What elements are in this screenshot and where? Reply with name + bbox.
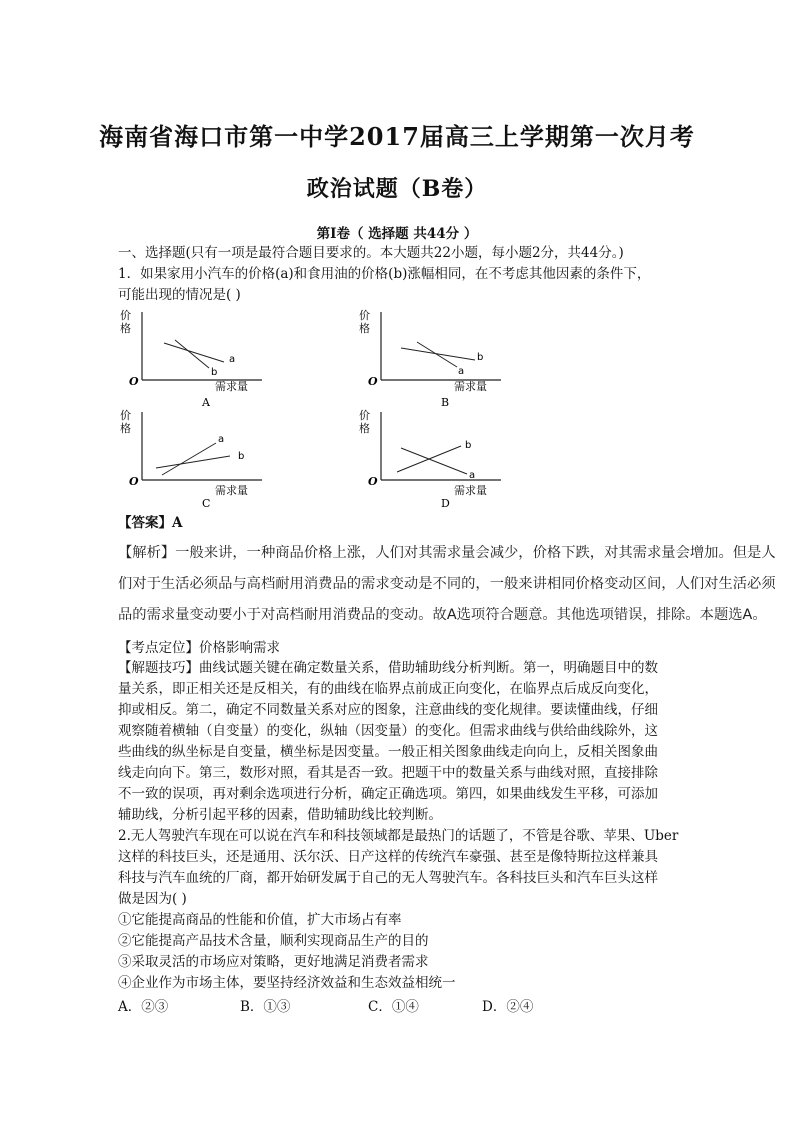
graph-c-letter: C [202, 497, 211, 508]
q2-item: ①它能提高商品的性能和价值，扩大市场占有率 [118, 912, 402, 928]
q1-tips-line: 线走向向下。第三，数形对照，看其是否一致。把题干中的数量关系与曲线对照，直接排除 [118, 765, 658, 781]
graph-b [357, 308, 517, 408]
graph-a-y-label-2: 格 [120, 322, 131, 335]
q1-kaodian: 【考点定位】价格影响需求 [118, 640, 280, 656]
q2-stem-line: 做是因为( ) [118, 891, 187, 907]
graph-c-y-label-1: 价 [120, 409, 131, 422]
graph-b-y-label-1: 价 [359, 309, 370, 322]
q1-analysis-line2: 们对于生活必须品与高档耐用消费品的需求变动是不同的，一般来讲相同价格变动区间，人们对生活必须 [118, 576, 776, 592]
graph-b-letter: B [441, 396, 450, 408]
q1-tips-line: 抑或相反。第二，确定不同数量关系对应的图象，注意曲线的变化规律。要读懂曲线，仔细 [118, 702, 658, 718]
graph-d-y-label-2: 格 [359, 422, 370, 435]
q1-tips-line: 些曲线的纵坐标是自变量，横坐标是因变量。一般正相关图象曲线走向向上，反相关图象曲 [118, 744, 658, 760]
q2-stem-line: 2.无人驾驶汽车现在可以说在汽车和科技领域都是最热门的话题了，不管是谷歌、苹果、Uber [118, 828, 679, 844]
graph-b-x-label: 需求量 [454, 380, 487, 393]
q2-option-c: C．①④ [368, 999, 419, 1015]
graph-a-origin: O [129, 375, 139, 388]
q1-analysis-line3: 品的需求量变动要小于对高档耐用消费品的变动。故A选项符合题意。其他选项错误，排除。本题选A。 [118, 607, 767, 623]
q2-option-a: A．②③ [118, 999, 169, 1015]
q2-item: ③采取灵活的市场应对策略，更好地满足消费者需求 [118, 954, 429, 970]
graph-a-label-a: a [229, 354, 236, 365]
graph-b-origin: O [368, 375, 378, 388]
graph-a-line-b [175, 340, 209, 368]
section-label: 第Ⅰ卷（ 选择题 共44分 ） [316, 226, 478, 242]
graph-d-line-a [401, 448, 467, 474]
section-instruction: 一、选择题(只有一项是最符合题目要求的。本大题共22小题，每小题2分，共44分。) [118, 245, 624, 261]
graph-a-label-b: b [211, 367, 218, 378]
graph-d-label-b: b [465, 440, 472, 451]
graph-d-y-label-1: 价 [359, 409, 370, 422]
graph-c-label-a: a [218, 434, 225, 445]
q2-option-b: B．①③ [240, 999, 291, 1015]
q1-stem-line1: 1．如果家用小汽车的价格(a)和食用油的价格(b)涨幅相同，在不考虑其他因素的条件下， [118, 266, 651, 282]
document-title-line2: 政治试题（B卷） [306, 176, 488, 202]
q1-tips-line: 观察随着横轴（自变量）的变化，纵轴（因变量）的变化。但需求曲线与供给曲线除外，这 [118, 723, 658, 739]
q1-stem-line2: 可能出现的情况是( ) [118, 287, 241, 303]
q1-tips-line: 量关系，即正相关还是反相关，有的曲线在临界点前成正向变化，在临界点后成反向变化， [118, 681, 658, 697]
q2-stem-line: 这样的科技巨头，还是通用、沃尔沃、日产这样的传统汽车豪强、甚至是像特斯拉这样兼具 [118, 849, 658, 865]
graph-d-x-label: 需求量 [454, 484, 487, 497]
graph-a-y-label-1: 价 [120, 309, 131, 322]
graph-a-x-label: 需求量 [215, 380, 248, 393]
graph-c-line-a [162, 443, 216, 475]
graph-d-origin: O [368, 475, 378, 488]
graph-a [118, 308, 278, 408]
graph-d [357, 408, 517, 508]
q1-tips-line: 辅助线，分析引起平移的因素，借助辅助线比较判断。 [118, 807, 442, 823]
graph-c-origin: O [129, 475, 139, 488]
graph-c-x-label: 需求量 [215, 484, 248, 497]
graph-c-line-b [156, 456, 230, 468]
document-title-line1: 海南省海口市第一中学2017届高三上学期第一次月考 [99, 122, 695, 151]
q1-analysis-line1: 【解析】一般来讲，一种商品价格上涨，人们对其需求量会减少，价格下跌，对其需求量会增加。但是人 [118, 545, 776, 561]
graph-c [118, 408, 278, 508]
graph-b-line-a [417, 342, 457, 367]
q1-tips-line: 不一致的误项，再对剩余选项进行分析，确定正确选项。第四，如果曲线发生平移，可添加 [118, 786, 658, 802]
graph-b-label-b: b [477, 352, 484, 363]
graph-b-line-b [401, 348, 475, 360]
graph-c-label-b: b [238, 451, 245, 462]
graph-d-letter: D [441, 497, 450, 508]
q1-tips-line: 【解题技巧】曲线试题关键在确定数量关系，借助辅助线分析判断。第一，明确题目中的数 [118, 660, 658, 676]
graph-c-y-label-2: 格 [120, 422, 131, 435]
graph-b-label-a: a [458, 366, 465, 377]
q2-stem-line: 科技与汽车血统的厂商，都开始研发属于自己的无人驾驶汽车。各科技巨头和汽车巨头这样 [118, 870, 658, 886]
q2-item: ②它能提高产品技术含量，顺利实现商品生产的目的 [118, 933, 429, 949]
graph-d-label-a: a [469, 470, 476, 481]
graph-a-letter: A [202, 396, 210, 408]
graph-b-y-label-2: 格 [359, 322, 370, 335]
q2-option-d: D．②④ [482, 999, 534, 1015]
q1-answer: 【答案】A [118, 515, 183, 531]
q2-item: ④企业作为市场主体，要坚持经济效益和生态效益相统一 [118, 975, 456, 991]
graph-a-line-a [164, 343, 224, 362]
